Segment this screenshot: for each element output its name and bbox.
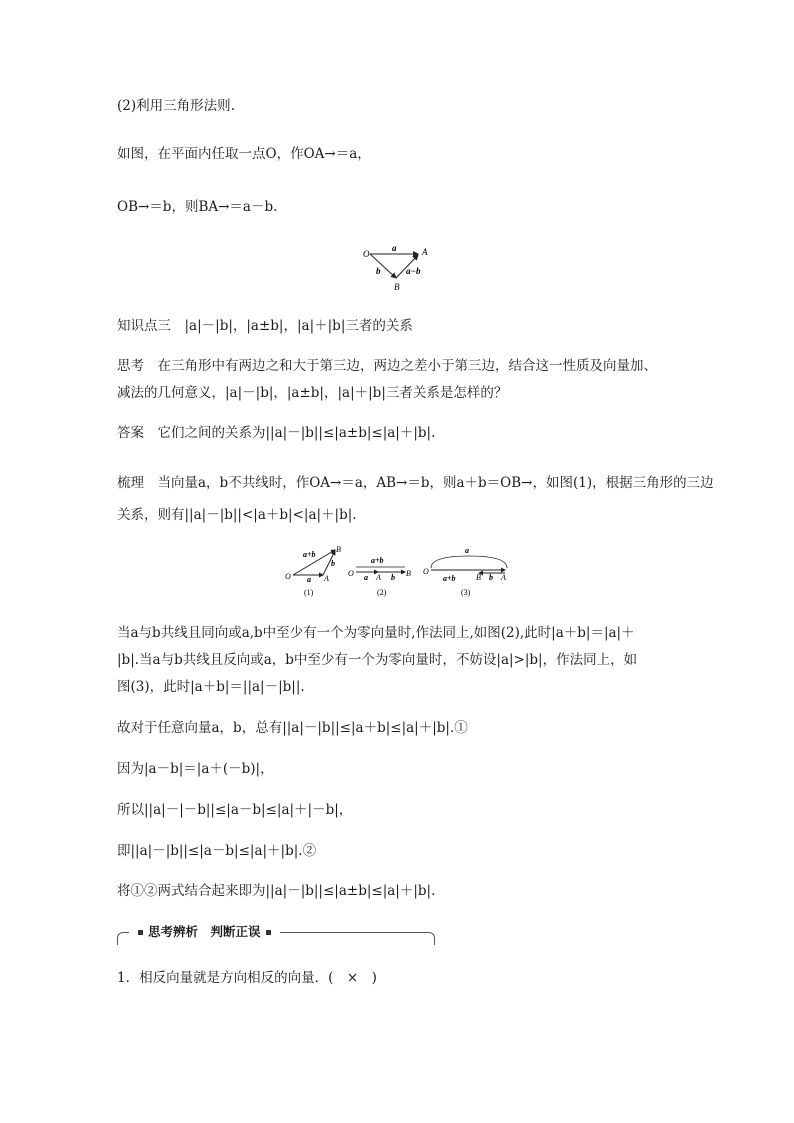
point-a-label: A [422,247,428,257]
svg-text:O: O [348,569,354,578]
text-line-13: 故对于任意向量a，b，总有||a|－|b||≤|a＋b|≤|a|＋|b|.① [117,720,468,736]
text-line-12: 图(3)，此时|a＋b|＝||a|－|b||. [117,679,305,695]
svg-text:A: A [324,574,329,583]
svg-text:a+b: a+b [371,556,384,565]
text-line-2: 如图，在平面内任取一点O，作OA→＝a， [117,146,371,162]
vector-ob [370,254,396,278]
section-header-bar [117,924,433,944]
bullet-square-icon [138,930,143,935]
text-line-6: 减法的几何意义，|a|－|b|，|a±b|，|a|＋|b|三者关系是怎样的？ [117,385,508,401]
text-line-1: (2)利用三角形法则. [117,98,235,114]
three-case-figure [283,542,518,600]
vector-b-label: b [376,266,381,276]
case-2-diagram [348,556,411,597]
svg-text:a+b: a+b [303,550,316,559]
svg-text:a: a [465,546,469,555]
text-line-15: 所以||a|－|－b||≤|a－b|≤|a|＋|－b|， [117,802,353,818]
svg-text:a: a [364,573,368,582]
svg-text:B: B [406,569,411,578]
text-line-4: 知识点三 |a|－|b|，|a±b|，|a|＋|b|三者的关系 [117,318,413,334]
case-1-diagram [285,545,341,597]
svg-text:A: A [501,573,506,582]
svg-text:O: O [285,572,291,581]
text-line-3: OB→＝b，则BA→＝a－b. [117,199,278,215]
caption-1: (1) [304,588,314,597]
text-line-16: 即||a|－|b||≤|a－b|≤|a|＋|b|.② [117,843,317,859]
text-line-5: 思考 在三角形中有两边之和大于第三边，两边之差小于第三边，结合这一性质及向量加、 [117,358,657,374]
text-line-8: 梳理 当向量a，b不共线时，作OA→＝a，AB→＝b，则a＋b＝OB→，如图(1)，根据三角形的三边 [117,475,714,491]
svg-text:A: A [376,573,381,582]
point-o-label: O [363,249,370,259]
caption-3: (3) [461,588,471,597]
svg-text:B: B [476,573,481,582]
triangle-oab-figure [356,242,436,294]
svg-text:B: B [336,545,341,554]
svg-text:b: b [331,559,335,568]
section-title: 思考辨析 判断正误 [129,924,280,940]
text-line-17: 将①②两式结合起来即为||a|－|b||≤|a±b|≤|a|＋|b|. [117,883,436,899]
svg-text:O: O [423,567,429,576]
svg-text:a+b: a+b [443,574,456,583]
bullet-square-icon [266,930,271,935]
text-line-7: 答案 它们之间的关系为||a|－|b||≤|a±b|≤|a|＋|b|. [117,425,436,441]
caption-2: (2) [377,588,387,597]
text-line-11: |b|.当a与b共线且反向或a，b中至少有一个为零向量时，不妨设|a|>|b|，作法同上，如 [117,652,638,668]
vector-a-minus-b-label: a−b [406,266,421,276]
vector-a-label: a [392,243,397,253]
text-line-14: 因为|a－b|＝|a＋(－b)|， [117,761,274,777]
text-line-9: 关系，则有||a|－|b||<|a＋b|<|a|＋|b|. [117,507,357,523]
svg-text:a: a [307,575,311,584]
point-b-label: B [394,282,400,292]
question-1: 1．相反向量就是方向相反的向量．( × ) [117,970,377,986]
text-line-10: 当a与b共线且同向或a,b中至少有一个为零向量时,作法同上,如图(2),此时|a＋b|＝|a|＋ [117,625,635,641]
case-3-diagram [423,546,507,597]
svg-text:b: b [391,573,395,582]
svg-text:b: b [489,573,493,582]
